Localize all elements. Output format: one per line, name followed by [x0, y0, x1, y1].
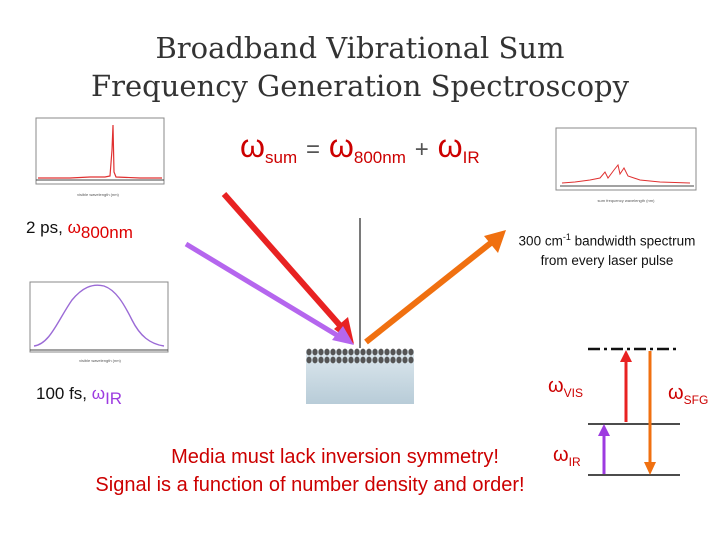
- label-2ps-omega: ω: [67, 218, 81, 237]
- label-100fs-ir: [36, 384, 122, 409]
- bandwidth-exponent: -1: [562, 232, 571, 242]
- surface-molecule: [360, 357, 365, 364]
- omega-ir-symbol: ω: [437, 128, 463, 164]
- surface-molecule: [342, 357, 347, 364]
- surface-molecule: [330, 357, 335, 364]
- title-line-1: Broadband Vibrational Sum: [155, 31, 565, 65]
- orange-sfg-beam: [366, 230, 506, 342]
- label-2ps-800nm: [26, 218, 133, 243]
- surface-sample-icon: [306, 349, 414, 404]
- surface-molecule: [348, 349, 353, 356]
- surface-molecule: [312, 349, 317, 356]
- label-omega-sfg: [668, 382, 708, 407]
- red-800nm-beam: [224, 194, 354, 344]
- omega-sum-symbol: ω: [240, 128, 265, 164]
- label-100fs-omega: ω: [91, 384, 106, 403]
- surface-molecule: [408, 349, 413, 356]
- bottom-line-1: Media must lack inversion symmetry!: [171, 446, 499, 468]
- surface-molecule: [390, 349, 395, 356]
- bandwidth-description: bandwidth spectrum from every laser pulse: [540, 233, 696, 268]
- omega-800-subscript: 800nm: [353, 148, 406, 167]
- surface-molecule: [312, 357, 317, 364]
- omega-sfg-subscript: SFG: [683, 393, 709, 407]
- svg-text:sum frequency wavelength (nm): sum frequency wavelength (nm): [597, 198, 655, 203]
- plus-sign: +: [414, 136, 429, 163]
- omega-ir-level-subscript: IR: [568, 455, 581, 469]
- surface-molecule: [324, 349, 329, 356]
- bottom-statement: [0, 443, 620, 499]
- spectrum-800nm-plot-icon: [36, 118, 164, 197]
- surface-molecule: [336, 357, 341, 364]
- surface-molecule: [318, 349, 323, 356]
- omega-ir-level-symbol: ω: [553, 444, 569, 466]
- surface-molecule: [366, 349, 371, 356]
- surface-molecule: [384, 349, 389, 356]
- svg-text:visible wavelength (nm): visible wavelength (nm): [79, 358, 121, 363]
- purple-ir-beam: [186, 244, 354, 345]
- omega-vis-symbol: ω: [548, 375, 564, 397]
- surface-molecule: [390, 357, 395, 364]
- surface-molecule: [348, 357, 353, 364]
- surface-molecule: [402, 357, 407, 364]
- omega-sum-subscript: sum: [264, 148, 298, 167]
- surface-molecule: [354, 357, 359, 364]
- surface-molecule: [336, 349, 341, 356]
- omega-ir-subscript: IR: [462, 148, 480, 167]
- surface-molecule: [378, 349, 383, 356]
- svg-text:visible wavelength (nm): visible wavelength (nm): [77, 192, 119, 197]
- surface-molecule: [330, 349, 335, 356]
- surface-molecule: [396, 357, 401, 364]
- surface-molecule: [396, 349, 401, 356]
- spectrum-ir-plot-icon: [30, 282, 168, 363]
- label-omega-vis: [548, 375, 583, 400]
- equals-sign: =: [306, 136, 321, 163]
- omega-800-symbol: ω: [328, 128, 354, 164]
- bottom-line-2: Signal is a function of number density and order!: [95, 474, 525, 496]
- omega-vis-subscript: VIS: [563, 386, 583, 400]
- surface-molecule: [366, 357, 371, 364]
- omega-sfg-symbol: ω: [668, 382, 684, 404]
- surface-molecule: [324, 357, 329, 364]
- spectrum-sfg-plot-icon: [556, 128, 696, 203]
- surface-molecule: [306, 357, 311, 364]
- surface-molecule: [318, 357, 323, 364]
- bandwidth-note: [512, 228, 702, 270]
- surface-molecule: [402, 349, 407, 356]
- title-line-2: Frequency Generation Spectroscopy: [90, 69, 629, 103]
- label-100fs-subscript: IR: [105, 389, 123, 408]
- surface-molecule: [408, 357, 413, 364]
- surface-molecule: [384, 357, 389, 364]
- surface-molecule: [354, 349, 359, 356]
- surface-molecule: [306, 349, 311, 356]
- surface-molecule: [372, 349, 377, 356]
- surface-molecule: [342, 349, 347, 356]
- surface-molecule: [360, 349, 365, 356]
- bandwidth-value: 300 cm: [518, 233, 563, 249]
- label-2ps-subscript: 800nm: [80, 223, 133, 242]
- surface-molecule: [372, 357, 377, 364]
- surface-molecule: [378, 357, 383, 364]
- label-2ps-prefix: 2 ps,: [26, 218, 63, 237]
- label-100fs-prefix: 100 fs,: [36, 384, 88, 403]
